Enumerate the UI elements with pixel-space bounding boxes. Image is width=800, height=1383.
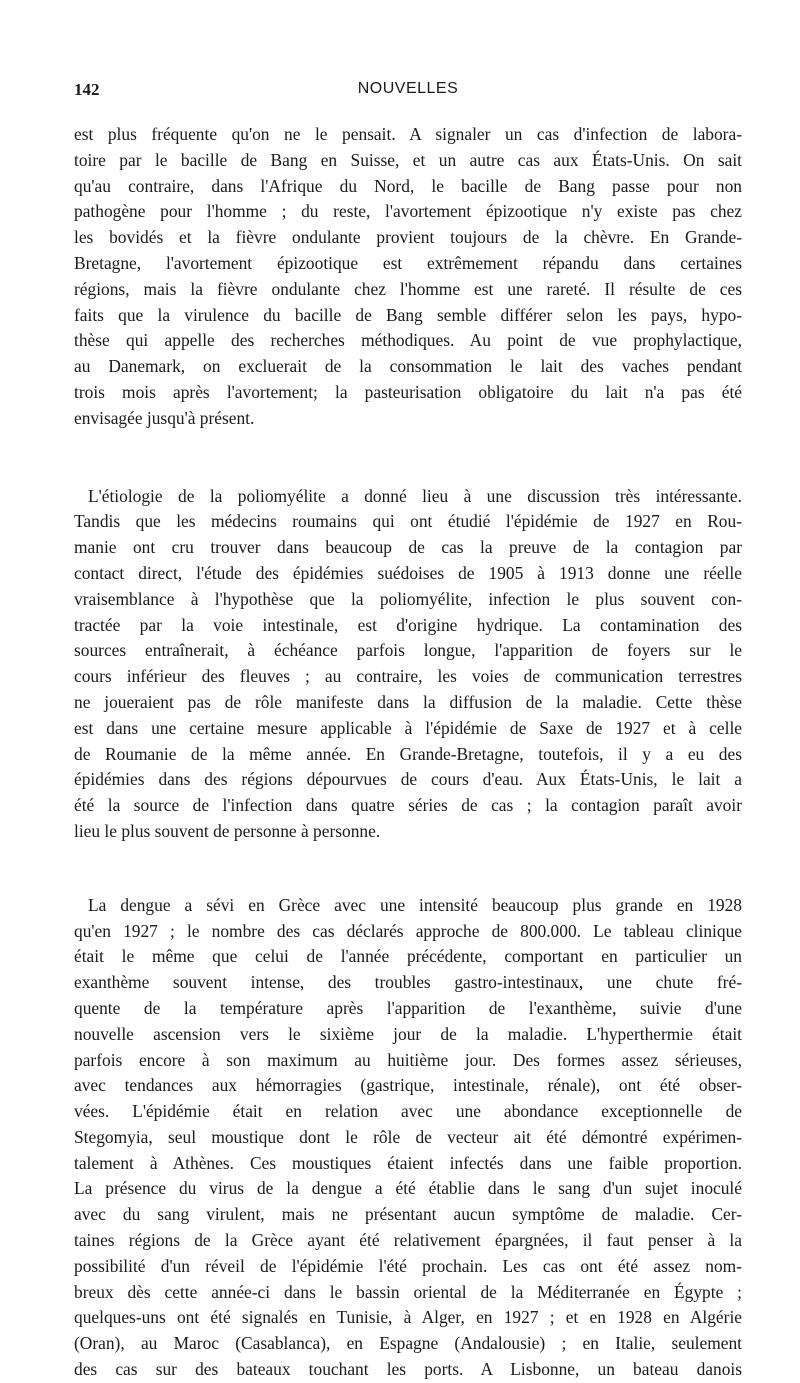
text-line: été la source de l'infection dans quatre séries de cas ; la contagion paraît avoir — [74, 795, 742, 816]
text-line: Bretagne, l'avortement épizootique est extrêmement répandu dans certaines — [74, 252, 742, 273]
text-line: (Oran), au Maroc (Casablanca), en Espagne (Andalousie) ; en Italie, seulement — [74, 1333, 742, 1354]
text-line: manie ont cru trouver dans beaucoup de cas la preuve de la contagion par — [74, 537, 742, 558]
text-line: épidémies dans des régions dépourvues de cours d'eau. Aux États-Unis, le lait a — [74, 769, 742, 790]
text-line: était le même que celui de l'année précédente, comportant en particulier un — [74, 946, 742, 967]
text-line: les bovidés et la fièvre ondulante provient toujours de la chèvre. En Grande- — [74, 227, 742, 248]
text-line: quente de la température après l'apparition de l'exanthème, suivie d'une — [74, 997, 742, 1018]
text-line: breux dès cette année-ci dans le bassin oriental de la Méditerranée en Égypte ; — [74, 1281, 742, 1302]
text-line: est dans une certaine mesure applicable à l'épidémie de Saxe de 1927 et à celle — [74, 717, 742, 738]
text-line: possibilité d'un réveil de l'épidémie l'été prochain. Les cas ont été assez nom- — [74, 1255, 742, 1276]
text-line: lieu le plus souvent de personne à personne. — [74, 820, 381, 841]
text-line: au Danemark, on excluerait de la consommation le lait des vaches pendant — [74, 356, 742, 377]
text-line: avec du sang virulent, mais ne présentant aucun symptôme de maladie. Cer- — [74, 1204, 742, 1225]
text-line: La présence du virus de la dengue a été établie dans le sang d'un sujet inoculé — [74, 1178, 742, 1199]
paragraph-dengue — [74, 893, 742, 1383]
text-line: est plus fréquente qu'on ne le pensait. A signaler un cas d'infection de labora- — [74, 124, 742, 144]
text-line: contact direct, l'étude des épidémies suédoises de 1905 à 1913 donne une réelle — [74, 562, 742, 583]
text-line: envisagée jusqu'à présent. — [74, 407, 255, 428]
text-line: trois mois après l'avortement; la pasteurisation obligatoire du lait n'a pas été — [74, 381, 742, 402]
document-page — [74, 80, 742, 1383]
text-line: ne joueraient pas de rôle manifeste dans la diffusion de la maladie. Cette thèse — [74, 691, 742, 712]
paragraph-spacer — [74, 845, 742, 893]
text-line: faits que la virulence du bacille de Bang semble différer selon les pays, hypo- — [74, 304, 742, 325]
text-line: Tandis que les médecins roumains qui ont étudié l'épidémie de 1927 en Rou- — [74, 511, 742, 532]
text-line: pathogène pour l'homme ; du reste, l'avortement épizootique n'y existe pas chez — [74, 201, 742, 222]
text-line: vées. L'épidémie était en relation avec une abondance exceptionnelle de — [74, 1101, 742, 1122]
text-line: talement à Athènes. Ces moustiques étaient infectés dans une faible proportion. — [74, 1152, 742, 1173]
text-line: vraisemblance à l'hypothèse que la poliomyélite, infection le plus souvent con- — [74, 588, 742, 609]
text-line: de Roumanie de la même année. En Grande-Bretagne, toutefois, il y a eu des — [74, 743, 742, 764]
text-line: sources entraînerait, à échéance parfois longue, l'apparition de foyers sur le — [74, 640, 742, 661]
text-line: exanthème souvent intense, des troubles gastro-intestinaux, une chute fré- — [74, 972, 742, 993]
text-line: Stegomyia, seul moustique dont le rôle de vecteur ait été démontré expérimen- — [74, 1126, 742, 1147]
text-line: parfois encore à son maximum au huitième jour. Des formes assez sérieuses, — [74, 1049, 742, 1070]
running-title: NOUVELLES — [357, 80, 459, 97]
paragraph-poliomyelitis — [74, 484, 742, 845]
text-line: quelques-uns ont été signalés en Tunisie, à Alger, en 1927 ; et en 1928 en Algérie — [74, 1307, 742, 1328]
text-line: taines régions de la Grèce ayant été relativement épargnées, il faut penser à la — [74, 1230, 742, 1251]
text-line: L'étiologie de la poliomyélite a donné lieu à une discussion très intéressante. — [88, 485, 742, 506]
paragraph-brucellosis — [74, 122, 742, 432]
text-line: thèse qui appelle des recherches méthodiques. Au point de vue prophylactique, — [74, 330, 742, 351]
page-header — [74, 80, 742, 104]
text-line: avec tendances aux hémorragies (gastrique, intestinale, rénale), ont été obser- — [74, 1075, 742, 1096]
text-line: tractée par la voie intestinale, est d'origine hydrique. La contamination des — [74, 614, 742, 635]
text-line: régions, mais la fièvre ondulante chez l'homme est une rareté. Il résulte de ces — [74, 278, 742, 299]
text-line: qu'au contraire, dans l'Afrique du Nord, le bacille de Bang passe pour non — [74, 175, 742, 196]
text-line: des cas sur des bateaux touchant les ports. A Lisbonne, un bateau danois — [74, 1359, 742, 1380]
text-line: qu'en 1927 ; le nombre des cas déclarés approche de 800.000. Le tableau clinique — [74, 920, 742, 941]
text-line: La dengue a sévi en Grèce avec une intensité beaucoup plus grande en 1928 — [88, 894, 742, 915]
page-number: 142 — [74, 80, 100, 99]
text-line: toire par le bacille de Bang en Suisse, et un autre cas aux États-Unis. On sait — [74, 149, 742, 170]
paragraph-spacer — [74, 432, 742, 484]
text-line: cours inférieur des fleuves ; au contraire, les voies de communication terrestres — [74, 666, 742, 687]
text-line: nouvelle ascension vers le sixième jour de la maladie. L'hyperthermie était — [74, 1023, 742, 1044]
